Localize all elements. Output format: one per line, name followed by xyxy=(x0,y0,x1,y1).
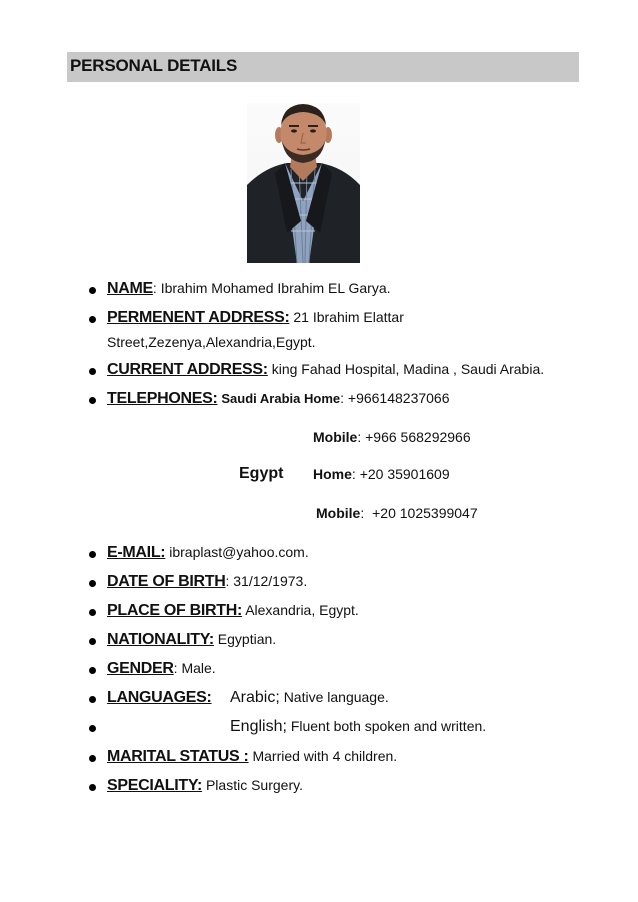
egypt-row xyxy=(239,465,283,483)
bullet xyxy=(89,725,96,732)
language-english: English; xyxy=(230,718,287,735)
language-arabic: Arabic; xyxy=(230,689,280,706)
speciality-row xyxy=(107,777,303,795)
saudi-mobile-label: Mobile xyxy=(313,429,358,445)
saudi-home-value: +966148237066 xyxy=(347,390,450,406)
languages-label: LANGUAGES: xyxy=(107,689,212,706)
egypt-mobile-label: Mobile xyxy=(316,505,361,521)
telephones-label: TELEPHONES: xyxy=(107,390,218,407)
nationality-value: Egyptian. xyxy=(217,631,277,647)
email-row xyxy=(107,544,309,562)
email-label: E-MAIL: xyxy=(107,544,166,561)
nationality-row xyxy=(107,631,276,649)
marital-row xyxy=(107,748,397,766)
bullet xyxy=(89,667,96,674)
language-english-row xyxy=(230,718,486,736)
dob-label: DATE OF BIRTH xyxy=(107,573,226,590)
gender-row xyxy=(107,660,216,678)
egypt-home-row: Home: +20 35901609 xyxy=(313,466,450,482)
section-header-bar xyxy=(67,52,579,82)
permanent-address-label: PERMENENT ADDRESS: xyxy=(107,309,290,326)
languages-row xyxy=(107,689,212,707)
bullet xyxy=(89,609,96,616)
bullet xyxy=(89,397,96,404)
saudi-mobile-value: +966 568292966 xyxy=(365,429,471,445)
name-row xyxy=(107,280,391,298)
profile-photo xyxy=(247,103,360,263)
bullet xyxy=(89,368,96,375)
dob-separator: : xyxy=(225,573,230,589)
dob-value: 31/12/1973. xyxy=(233,573,308,589)
egypt-label: Egypt xyxy=(239,465,284,482)
language-arabic-desc: Native language. xyxy=(283,689,389,705)
speciality-value: Plastic Surgery. xyxy=(205,777,303,793)
egypt-mobile-value: +20 1025399047 xyxy=(372,505,478,521)
egypt-home-label: Home xyxy=(313,466,352,482)
gender-value: Male. xyxy=(181,660,216,676)
current-address-row xyxy=(107,361,544,379)
portrait-image xyxy=(247,103,360,263)
speciality-label: SPECIALITY: xyxy=(107,777,203,794)
bullet xyxy=(89,784,96,791)
bullet xyxy=(89,551,96,558)
language-english-desc: Fluent both spoken and written. xyxy=(290,718,487,734)
bullet xyxy=(89,316,96,323)
name-value: Ibrahim Mohamed Ibrahim EL Garya. xyxy=(160,280,391,296)
bullet xyxy=(89,638,96,645)
pob-row xyxy=(107,602,359,620)
bullet xyxy=(89,287,96,294)
section-title: PERSONAL DETAILS xyxy=(70,56,238,75)
egypt-home-value: +20 35901609 xyxy=(359,466,450,482)
bullet xyxy=(89,755,96,762)
name-separator: : xyxy=(152,280,157,296)
current-address-label: CURRENT ADDRESS: xyxy=(107,361,268,378)
pob-label: PLACE OF BIRTH: xyxy=(107,602,243,619)
gender-separator: : xyxy=(173,660,178,676)
bullet xyxy=(89,696,96,703)
pob-value: Alexandria, Egypt. xyxy=(245,602,359,618)
language-arabic-row xyxy=(230,689,389,707)
marital-label: MARITAL STATUS : xyxy=(107,748,249,765)
permanent-address-row xyxy=(107,309,404,327)
saudi-mobile-row: Mobile: +966 568292966 xyxy=(313,429,471,445)
permanent-address-line2 xyxy=(107,334,316,350)
permanent-address-value: 21 Ibrahim Elattar xyxy=(293,309,404,325)
egypt-mobile-row: Mobile: +20 1025399047 xyxy=(316,505,478,521)
nationality-label: NATIONALITY: xyxy=(107,631,214,648)
gender-label: GENDER xyxy=(107,660,174,677)
marital-value: Married with 4 children. xyxy=(252,748,398,764)
email-value: ibraplast@yahoo.com. xyxy=(169,544,309,560)
dob-row xyxy=(107,573,307,591)
saudi-home-label: Saudi Arabia Home xyxy=(221,391,341,406)
current-address-value: king Fahad Hospital, Madina , Saudi Arabia. xyxy=(271,361,545,377)
permanent-address-value-2: Street,Zezenya,Alexandria,Egypt. xyxy=(107,334,316,350)
telephones-row: TELEPHONES: Saudi Arabia Home: +966148237066 xyxy=(107,390,450,407)
bullet xyxy=(89,580,96,587)
name-label: NAME xyxy=(107,280,153,297)
